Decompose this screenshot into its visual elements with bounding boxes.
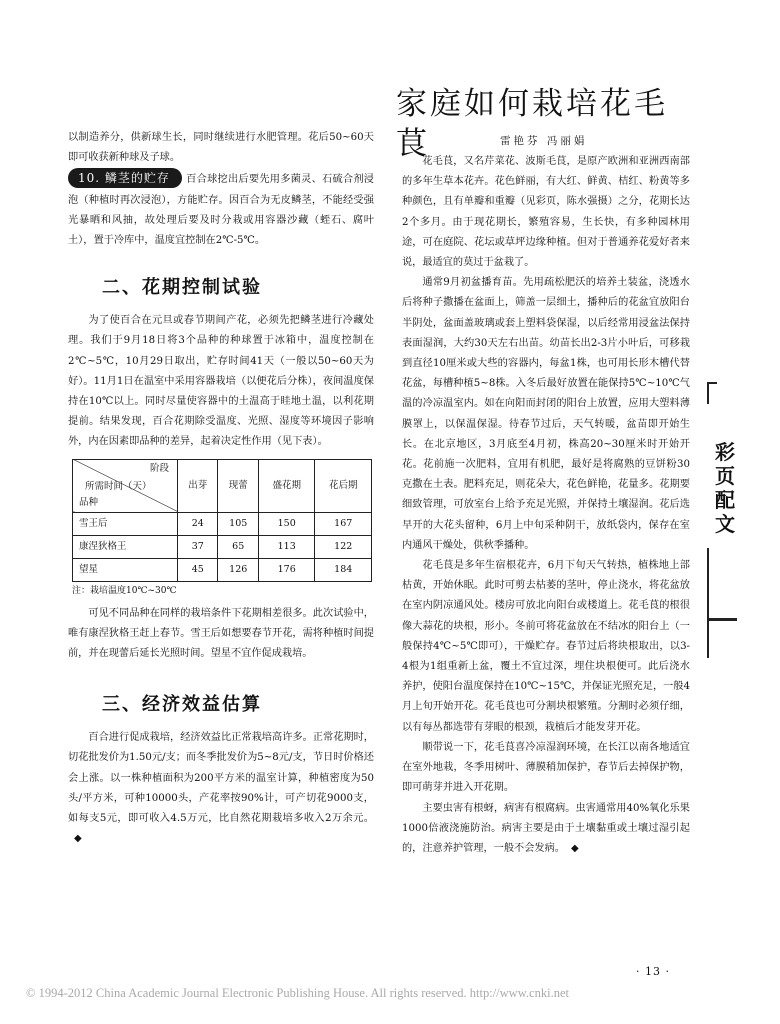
table-header-row bbox=[73, 459, 372, 512]
table-cell: 113 bbox=[258, 535, 315, 558]
table-header-cell: 出芽 bbox=[178, 459, 218, 512]
table-row bbox=[73, 512, 372, 535]
article-paragraph-pests-text: 主要虫害有根蚜，病害有根腐病。虫害通常用40%氧化乐果1000倍液浇施防治。病害主要是由于土壤黏重或土壤过湿引起的，注意养护管理，一般不会发病。 bbox=[402, 802, 690, 854]
paragraph-experiment: 为了使百合在元旦或春节期间产花，必须先把鳞茎进行冷藏处理。我们于9月18日将3个品种的种球置于冰箱中，温度控制在2℃~5℃，10月29日取出，贮存时间41天（一般以50~60天为好）。11月1日在温室中采用容器栽培（以便花后分株），夜间温度保持在10℃以上。同时尽量使容器中的土温高于眭地土温，以利花期提前。结果发现，百合花期除受温度、光照、湿度等环境因子影响外，内在因素即品种的差异，起着决定性作用（见下表）。 bbox=[68, 315, 374, 448]
paragraph-results: 可见不同品种在同样的栽培条件下花期相差很多。此次试验中，唯有康涅狄格王赶上春节。雪王后如想要春节开花，需将种植时间提前，并在现蕾后延长光照时间。望星不宜作促成栽培。 bbox=[68, 607, 374, 660]
table-row-name: 康涅狄格王 bbox=[73, 535, 178, 558]
copyright-watermark: © 1994-2012 China Academic Journal Electronic Publishing House. All rights reserved. http://www.cnki.net bbox=[26, 986, 569, 1000]
flowering-table bbox=[72, 459, 372, 582]
sidebar-rule-bottom bbox=[707, 548, 709, 658]
table-cell: 126 bbox=[218, 558, 258, 581]
table-row-name: 望星 bbox=[73, 558, 178, 581]
section-10-text: 百合球挖出后要先用多菌灵、石硫合剂浸泡（种植时再次浸泡），方能贮存。因百合为无皮鳞茎，不能经受强光暴晒和风抽，故处理后要及时分栽或用容器沙藏（蛭石、腐叶土），置于冷库中，温度宜控制在2℃-5℃。 bbox=[68, 174, 374, 247]
article-end-mark-icon: ◆ bbox=[571, 842, 579, 854]
table-row bbox=[73, 558, 372, 581]
section-heading-flowering-control: 二、花期控制试验 bbox=[102, 277, 262, 299]
end-mark-icon: ◆ bbox=[74, 833, 82, 845]
right-column bbox=[402, 152, 690, 859]
sidebar-section-label: 彩页配文 bbox=[715, 440, 735, 536]
article-paragraph-sowing: 通常9月初盆播育苗。先用疏松肥沃的培养土装盆，浇透水后将种子撒播在盆面上，筛盖一层细土，播种后的花盆宜放阳台半阴处，盆面盖玻璃或套上塑料袋保湿，以后经常用浸盆法保持表面湿润，大约30天左右出苗。幼苗长出2-3片小叶后，可移栽到直径10厘米或大些的容器内，每盆1株，也可用长形木槽代替花盆，每槽种植5~8株。入冬后最好放置在能保持5℃~10℃气温的冷凉温室内。如在向阳而封闭的阳台上放置，应用大塑料薄膜罩上，以保温保湿。待春节过后，天气转暖，盆苗即开始生长。在北京地区，3月底至4月初，株高20~30厘米时开始开花。花前施一次肥料，宜用有机肥，最好是将腐熟的豆饼粉30克撒在土表。肥料充足，则花朵大，花色鲜艳，花量多。花期要细致管理，可放室台上给予充足光照，并保持土壤湿润。花后选早开的大花头留种，6月上中旬采种阴干，放纸袋内，保存在室内通风干燥处，供秋季播种。 bbox=[402, 277, 690, 551]
page-number: · 13 · bbox=[636, 965, 670, 978]
article-paragraph-intro: 花毛茛，又名芹菜花、波斯毛茛，是原产欧洲和亚洲西南部的多年生草本花卉。花色鲜丽，有大红、鲜黄、桔红、粉黄等多种颜色，且有单瓣和重瓣（见彩页，陈水强摄）之分，花期长达2个多月。由于现花期长，繁殖容易，生长快，有多种园林用途，可在庭院、花坛或草坪边缘种植。但对于普通养花爱好者来说，最适宜的莫过于盆栽了。 bbox=[402, 156, 690, 269]
sidebar-rule-tick bbox=[709, 382, 717, 384]
sidebar-rule-top bbox=[707, 382, 709, 404]
table-cell: 65 bbox=[218, 535, 258, 558]
table-header-cell: 花后期 bbox=[315, 459, 372, 512]
table-cell: 24 bbox=[178, 512, 218, 535]
article-authors: 雷艳芬 冯丽娟 bbox=[500, 135, 588, 147]
corner-days-label: 所需时间（天） bbox=[85, 480, 152, 492]
table-note: 注：栽培温度10℃~30℃ bbox=[72, 585, 177, 596]
section-10-paragraph bbox=[68, 168, 374, 251]
table-cell: 122 bbox=[315, 535, 372, 558]
table-cell: 37 bbox=[178, 535, 218, 558]
article-paragraph-pests bbox=[402, 799, 690, 860]
table-cell: 45 bbox=[178, 558, 218, 581]
paragraph-economics bbox=[68, 728, 374, 849]
table-header-cell: 盛花期 bbox=[258, 459, 315, 512]
paragraph-continued: 以制造养分，供新球生长，同时继续进行水肥管理。花后50~60天即可收获新种球及子球。 bbox=[68, 132, 374, 164]
table-cell: 184 bbox=[315, 558, 372, 581]
left-column bbox=[68, 128, 374, 849]
section-heading-economics: 三、经济效益估算 bbox=[102, 694, 262, 716]
sidebar-rule-bar bbox=[709, 618, 737, 621]
article-paragraph-south: 顺带说一下，花毛茛喜冷凉湿润环境，在长江以南各地适宜在室外地栽，冬季用树叶、薄膜稍加保护，春节后去掉保护物，即可萌芽并进入开花期。 bbox=[402, 741, 690, 794]
table-cell: 150 bbox=[258, 512, 315, 535]
paragraph-economics-text: 百合进行促成栽培，经济效益比正常栽培高许多。正常花期时，切花批发价为1.50元/支；而冬季批发价为5~8元/支，节日时价格还会上涨。以一株种植面积为200平方米的温室计算，种植密度为50头/平方米，可种10000头，产花率按90%计，可产切花9000支，如每支5元，即可收入4.5万元，比自然花期栽培多收入2万余元。 bbox=[68, 732, 374, 825]
article-paragraph-dormancy: 花毛茛是多年生宿根花卉，6月下旬天气转热，植株地上部枯黄，开始休眠。此时可剪去枯萎的茎叶，停止浇水，将花盆放在室内阴凉通风处。楼房可放北向阳台或楼道上。花毛茛的根很像大蒜花的块根，形小。冬前可将花盆放在不结冰的阳台上（一般保持4℃~5℃即可），干燥贮存。春节过后将块根取出，以3-4根为1组重新上盆，覆土不宜过深，埋住块根便可。此后浇水养护，使阳台温度保持在10℃~15℃，并保证光照充足，一般4月上旬开始开花。花毛茛也可分割块根繁殖。分割时必须仔细，以有每丛都选带有芽眼的根颈，栽植后才能发芽开花。 bbox=[402, 560, 690, 733]
table-row-name: 雪王后 bbox=[73, 512, 178, 535]
article-title: 家庭如何栽培花毛茛 bbox=[396, 86, 668, 162]
table-row bbox=[73, 535, 372, 558]
corner-stage-label: 阶段 bbox=[149, 462, 169, 474]
table-corner-cell bbox=[73, 459, 178, 512]
table-header-cell: 现蕾 bbox=[218, 459, 258, 512]
corner-variety-label: 品种 bbox=[79, 496, 99, 508]
table-cell: 176 bbox=[258, 558, 315, 581]
table-cell: 105 bbox=[218, 512, 258, 535]
section-10-label: 10. 鳞茎的贮存 bbox=[68, 168, 182, 188]
table-cell: 167 bbox=[315, 512, 372, 535]
